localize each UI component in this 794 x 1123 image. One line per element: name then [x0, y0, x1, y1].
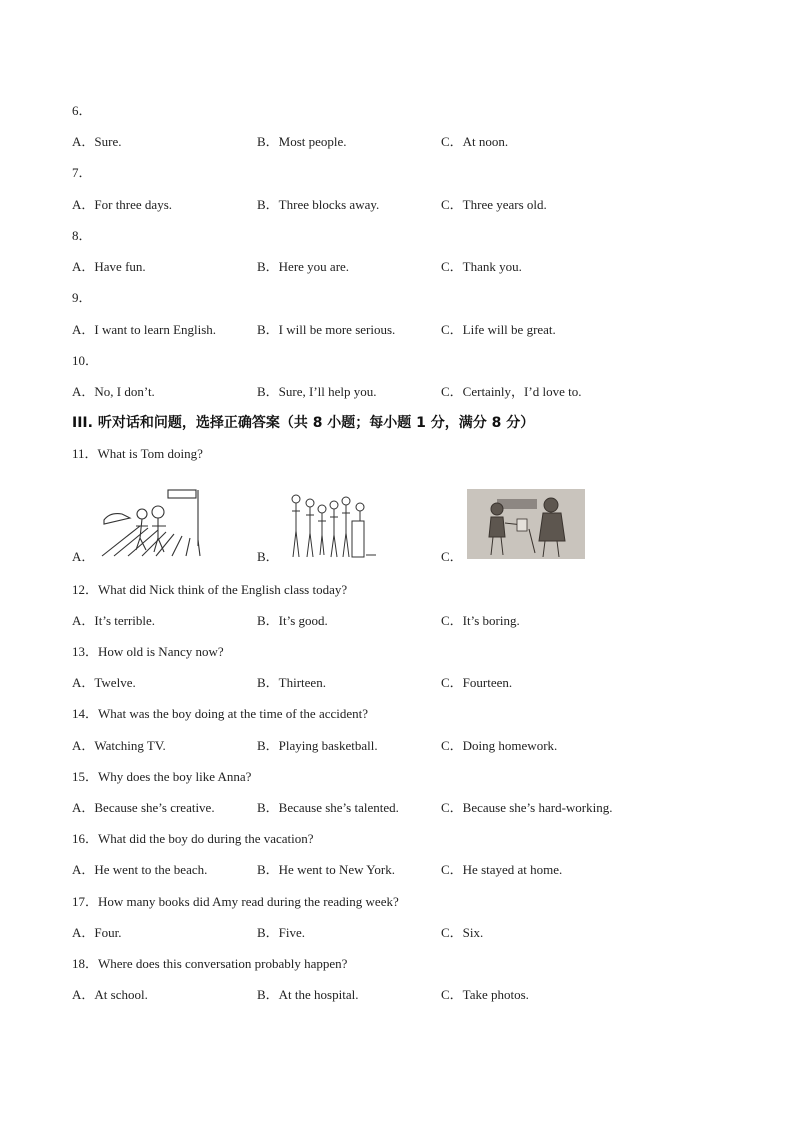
question-10-option-c[interactable]: C．Certainly，I’d love to. — [441, 384, 582, 399]
question-13-option-b[interactable]: B．Thirteen. — [257, 675, 326, 690]
question-7-option-a[interactable]: A．For three days. — [72, 197, 173, 212]
question-12-option-c[interactable]: C．It’s boring. — [441, 613, 520, 628]
question-12-text: 12．What did Nick think of the English class today? — [72, 582, 348, 597]
question-12-option-b[interactable]: B．It’s good. — [257, 613, 328, 628]
question-16-option-b[interactable]: B．He went to New York. — [257, 862, 395, 877]
question-15-text: 15．Why does the boy like Anna? — [72, 769, 252, 784]
question-10-option-a[interactable]: A．No, I don’t. — [72, 384, 155, 399]
question-14-option-c[interactable]: C．Doing homework. — [441, 738, 558, 753]
question-9-option-b[interactable]: B．I will be more serious. — [257, 322, 396, 337]
question-6-number: 6． — [72, 103, 92, 118]
question-17-text: 17．How many books did Amy read during the reading week? — [72, 894, 399, 909]
question-16-option-c[interactable]: C．He stayed at home. — [441, 862, 563, 877]
question-15-option-c[interactable]: C．Because she’s hard-working. — [441, 800, 613, 815]
question-18-option-b[interactable]: B．At the hospital. — [257, 987, 359, 1002]
question-14-option-b[interactable]: B．Playing basketball. — [257, 738, 378, 753]
question-17-option-b[interactable]: B．Five. — [257, 925, 306, 940]
question-16-text: 16．What did the boy do during the vacation? — [72, 831, 314, 846]
question-8-option-c[interactable]: C．Thank you. — [441, 259, 522, 274]
question-6-option-a[interactable]: A．Sure. — [72, 134, 122, 149]
question-13-option-a[interactable]: A．Twelve. — [72, 675, 136, 690]
question-10-number: 10． — [72, 353, 99, 368]
question-18-text: 18．Where does this conversation probably happen? — [72, 956, 348, 971]
question-12-option-a[interactable]: A．It’s terrible. — [72, 613, 156, 628]
question-18-option-c[interactable]: C．Take photos. — [441, 987, 529, 1002]
question-13-text: 13．How old is Nancy now? — [72, 644, 224, 659]
picture-helping-elderly[interactable] — [467, 489, 585, 559]
question-7-option-b[interactable]: B．Three blocks away. — [257, 197, 380, 212]
question-14-text: 14．What was the boy doing at the time of the accident? — [72, 706, 369, 721]
question-6-option-b[interactable]: B．Most people. — [257, 134, 347, 149]
question-15-option-a[interactable]: A．Because she’s creative. — [72, 800, 215, 815]
question-10-option-b[interactable]: B．Sure, I’ll help you. — [257, 384, 377, 399]
question-17-option-a[interactable]: A．Four. — [72, 925, 122, 940]
question-17-option-c[interactable]: C．Six. — [441, 925, 484, 940]
question-11-text: 11．What is Tom doing? — [72, 446, 203, 461]
question-16-option-a[interactable]: A．He went to the beach. — [72, 862, 208, 877]
question-18-option-a[interactable]: A．At school. — [72, 987, 148, 1002]
question-15-option-b[interactable]: B．Because she’s talented. — [257, 800, 399, 815]
question-11-option-a[interactable]: A． — [72, 549, 95, 564]
question-8-option-b[interactable]: B．Here you are. — [257, 259, 350, 274]
question-9-option-a[interactable]: A．I want to learn English. — [72, 322, 217, 337]
question-14-option-a[interactable]: A．Watching TV. — [72, 738, 166, 753]
question-7-option-c[interactable]: C．Three years old. — [441, 197, 547, 212]
question-8-number: 8． — [72, 228, 92, 243]
question-11-option-b[interactable]: B． — [257, 549, 279, 564]
question-6-option-c[interactable]: C．At noon. — [441, 134, 509, 149]
question-13-option-c[interactable]: C．Fourteen. — [441, 675, 513, 690]
question-7-number: 7． — [72, 165, 92, 180]
question-9-option-c[interactable]: C．Life will be great. — [441, 322, 556, 337]
question-8-option-a[interactable]: A．Have fun. — [72, 259, 146, 274]
picture-group-of-people[interactable] — [286, 491, 378, 559]
question-9-number: 9． — [72, 290, 92, 305]
section-3-heading: III. 听对话和问题，选择正确答案（共 8 小题；每小题 1 分，满分 8 分） — [72, 415, 535, 431]
picture-crossing-street[interactable] — [100, 486, 212, 558]
question-11-option-c[interactable]: C． — [441, 549, 463, 564]
